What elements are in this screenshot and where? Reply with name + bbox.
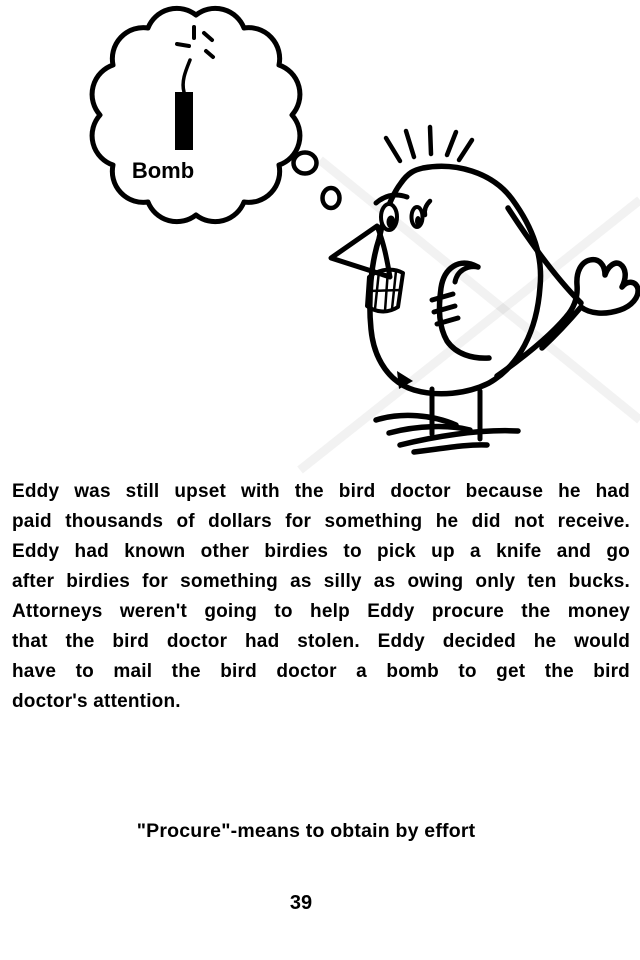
story-line: Eddy had known other birdies to pick up a knife and go [12,541,630,562]
thought-bubble [92,8,339,221]
story-paragraph [12,477,630,717]
watermark-lines [300,160,640,470]
bomb-label: Bomb [131,158,195,183]
story-line: paid thousands of dollars for something he did not receive. [12,511,630,532]
spark-icon [177,27,213,57]
vocabulary-note: "Procure"-means to obtain by effort [136,820,476,842]
story-line: doctor's attention. [12,691,181,712]
story-line: have to mail the bird doctor a bomb to get the bird [12,661,630,682]
story-line: Attorneys weren't going to help Eddy procure the money [12,601,630,622]
thought-trail-bubble-1 [294,153,317,174]
bird-tuft [386,127,472,161]
story-line: after birdies for something as silly as owing only ten bucks. [12,571,630,592]
story-line: that the bird doctor had stolen. Eddy decided he would [12,631,630,652]
thought-trail-bubble-2 [323,188,340,208]
page-number: 39 [289,892,313,914]
dynamite-icon [132,27,213,183]
bird-feet [376,415,518,452]
story-line: Eddy was still upset with the bird doctor because he had [12,481,630,502]
